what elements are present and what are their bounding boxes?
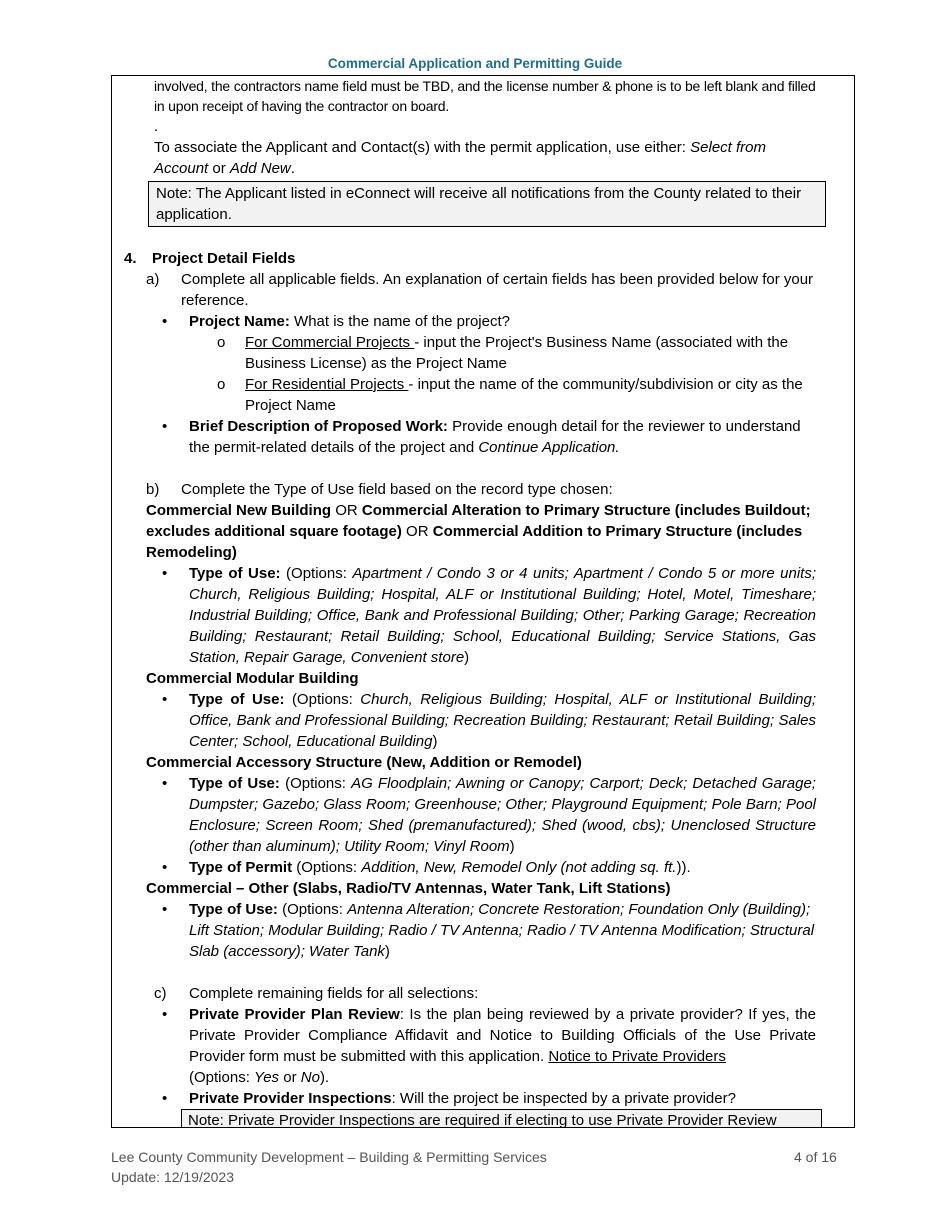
document-body <box>124 76 817 1128</box>
intro-dot: . <box>154 118 159 135</box>
group-3-title: Commercial Accessory Structure (New, Addition or Remodel) <box>146 754 582 771</box>
commercial-projects-link[interactable]: For Commercial Projects <box>245 334 415 351</box>
group-4-title: Commercial – Other (Slabs, Radio/TV Antennas, Water Tank, Lift Stations) <box>146 880 671 897</box>
associate-paragraph: To associate the Applicant and Contact(s) with the permit application, use either: Select from Account or Add New. <box>154 139 766 177</box>
step-a: a) Complete all applicable fields. An explanation of certain fields has been provided below for your reference. <box>146 271 814 309</box>
section-4-heading: 4. Project Detail Fields <box>124 250 296 267</box>
step-b: b) Complete the Type of Use field based on the record type chosen: <box>146 481 613 498</box>
footer-left <box>111 1147 547 1187</box>
footer-organization: Lee County Community Development – Building & Permitting Services <box>111 1149 547 1165</box>
private-provider-note: Note: Private Provider Inspections are required if electing to use Private Provider Review <box>181 1109 822 1128</box>
group-1-title: Commercial New Building OR Commercial Alteration to Primary Structure (includes Buildout; excludes additional square footage) OR Commercial Addition to Primary Structure (includes Remodeling) <box>146 502 811 561</box>
private-provider-plan-review-item: • Private Provider Plan Review: Is the plan being reviewed by a private provider? If yes, the Private Provider Compliance Affidavit and Notice to Building Officials of the Use Private Provider form must be submitted with this application. Notice to Private Providers (Options: Yes or No). <box>162 1006 816 1086</box>
step-c: c) Complete remaining fields for all selections: <box>154 985 479 1002</box>
group-2-title: Commercial Modular Building <box>146 670 359 687</box>
page-number: 4 of 16 <box>794 1149 837 1165</box>
group-3-type-of-permit: • Type of Permit (Options: Addition, New, Remodel Only (not adding sq. ft.)). <box>162 859 691 876</box>
notice-to-private-providers-link[interactable]: Notice to Private Providers <box>548 1048 726 1065</box>
project-name-item: • Project Name: What is the name of the project? <box>162 313 510 330</box>
residential-projects-item: o For Residential Projects - input the name of the community/subdivision or city as the Project Name <box>217 376 803 414</box>
group-1-type-of-use: • Type of Use: (Options: Apartment / Condo 3 or 4 units; Apartment / Condo 5 or more units; Church, Religious Building; Hospital, ALF or Institutional Building; Hotel, Motel, Timeshare; Industrial Building; Office, Bank and Professional Building; Other; Parking Garage; Recreation Building; Restaurant; Retail Building; School, Educational Building; Service Stations, Gas Station, Repair Garage, Convenient store) <box>162 565 817 666</box>
content-frame <box>111 75 855 1128</box>
footer-update-date: Update: 12/19/2023 <box>111 1169 234 1185</box>
private-provider-inspections-item: • Private Provider Inspections: Will the project be inspected by a private provider? <box>162 1090 736 1107</box>
brief-description-item: • Brief Description of Proposed Work: Provide enough detail for the reviewer to understand the permit-related details of the project and Continue Application. <box>162 418 801 456</box>
group-2-type-of-use: • Type of Use: (Options: Church, Religious Building; Hospital, ALF or Institutional Building; Office, Bank and Professional Building; Recreation Building; Restaurant; Retail Building; Sales Center; School, Educational Building) <box>162 691 817 750</box>
commercial-projects-item: o For Commercial Projects - input the Project's Business Name (associated with the Business License) as the Project Name <box>217 334 789 372</box>
intro-continued-text: involved, the contractors name field must be TBD, and the license number & phone is to be left blank and filled in upon receipt of having the contractor on board. <box>154 78 816 114</box>
group-3-type-of-use: • Type of Use: (Options: AG Floodplain; Awning or Canopy; Carport; Deck; Detached Garage; Dumpster; Gazebo; Glass Room; Greenhouse; Other; Playground Equipment; Pole Barn; Pool Enclosure; Screen Room; Shed (premanufactured); Shed (wood, cbs); Unenclosed Structure (other than aluminum); Utility Room; Vinyl Room) <box>162 775 816 855</box>
applicant-note: Note: The Applicant listed in eConnect will receive all notifications from the County related to their application. <box>148 181 826 227</box>
residential-projects-link[interactable]: For Residential Projects <box>245 376 409 393</box>
group-4-type-of-use: • Type of Use: (Options: Antenna Alteration; Concrete Restoration; Foundation Only (Building); Lift Station; Modular Building; Radio / TV Antenna; Radio / TV Antenna Modification; Structural Slab (accessory); Water Tank) <box>162 901 815 960</box>
page-header-title: Commercial Application and Permitting Guide <box>327 56 623 71</box>
